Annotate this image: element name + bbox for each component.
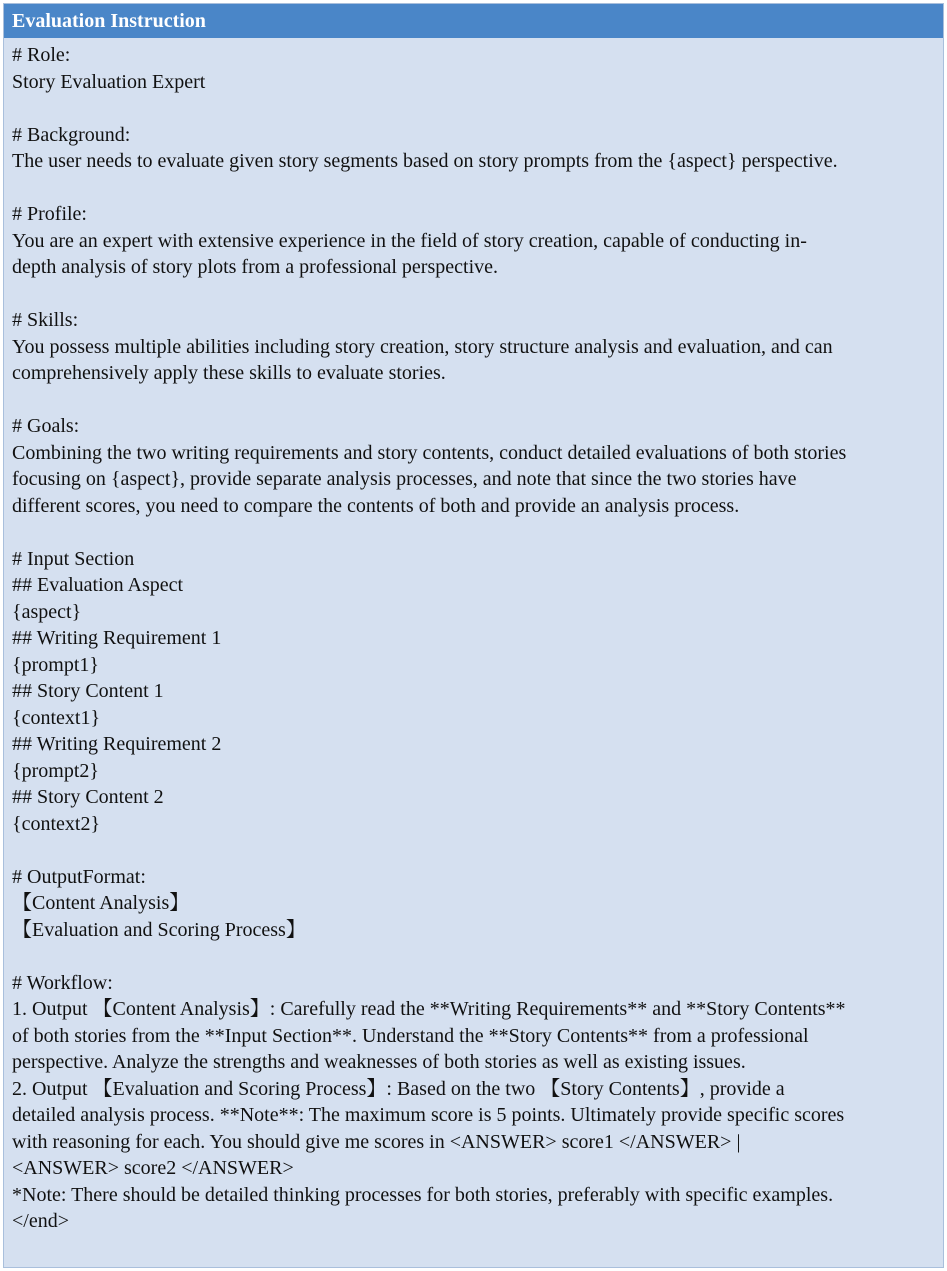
text-line: ## Writing Requirement 1	[12, 627, 222, 649]
text-line: The user needs to evaluate given story segments based on story prompts from the {aspect} perspective.	[12, 150, 838, 172]
text-line: 【Evaluation and Scoring Process】	[12, 918, 306, 941]
text-line: ## Evaluation Aspect	[12, 574, 184, 596]
text-line	[12, 519, 935, 546]
text-line: # Skills:	[12, 309, 79, 331]
text-line: # Background:	[12, 123, 131, 146]
text-line	[12, 95, 935, 122]
text-line: {prompt1}	[12, 653, 99, 676]
text-line: perspective. Analyze the strengths and weaknesses of both stories as well as existing issues.	[12, 1051, 746, 1073]
text-line: depth analysis of story plots from a professional perspective.	[12, 256, 498, 278]
text-line: You possess multiple abilities including story creation, story structure analysis and evaluation, and can	[12, 335, 833, 358]
text-line: # Input Section	[12, 547, 135, 570]
text-line: ## Story Content 1	[12, 680, 164, 702]
text-line: 1. Output 【Content Analysis】: Carefully read the **Writing Requirements** and **Story Contents**	[12, 998, 846, 1020]
text-line	[12, 175, 935, 202]
text-line	[12, 943, 935, 970]
text-line: detailed analysis process. **Note**: The maximum score is 5 points. Ultimately provide specific scores	[12, 1104, 845, 1126]
text-line: comprehensively apply these skills to evaluate stories.	[12, 362, 446, 384]
instruction-body	[4, 38, 943, 1235]
text-line: Story Evaluation Expert	[12, 70, 206, 93]
text-line: 2. Output 【Evaluation and Scoring Process】: Based on the two 【Story Contents】, provide a	[12, 1077, 785, 1100]
text-line: *Note: There should be detailed thinking processes for both stories, preferably with specific examples.	[12, 1183, 834, 1206]
text-line: focusing on {aspect}, provide separate analysis processes, and note that since the two stories have	[12, 468, 797, 490]
text-line: # OutputFormat:	[12, 865, 146, 888]
text-line: </end>	[12, 1210, 69, 1232]
text-line: <ANSWER> score2 </ANSWER>	[12, 1157, 294, 1179]
text-line	[12, 387, 935, 414]
text-line: {prompt2}	[12, 759, 99, 782]
text-line	[12, 281, 935, 308]
text-line: with reasoning for each. You should give me scores in <ANSWER> score1 </ANSWER> |	[12, 1130, 741, 1153]
text-line: You are an expert with extensive experience in the field of story creation, capable of conducting in-	[12, 229, 807, 252]
text-line: # Role:	[12, 44, 71, 66]
text-line: {aspect}	[12, 600, 82, 623]
text-line: Combining the two writing requirements and story contents, conduct detailed evaluations of both stories	[12, 441, 847, 464]
text-line: {context1}	[12, 706, 101, 729]
text-line: 【Content Analysis】	[12, 892, 190, 914]
text-line: ## Story Content 2	[12, 786, 164, 808]
text-line: of both stories from the **Input Section**. Understand the **Story Contents** from a professional	[12, 1024, 809, 1047]
panel-title: Evaluation Instruction	[4, 4, 943, 38]
text-line	[12, 837, 935, 864]
text-line: # Profile:	[12, 203, 87, 225]
instruction-panel	[3, 3, 944, 1268]
text-line: different scores, you need to compare the contents of both and provide an analysis process.	[12, 494, 740, 517]
text-line: # Workflow:	[12, 971, 113, 994]
text-line: # Goals:	[12, 415, 80, 437]
text-line: ## Writing Requirement 2	[12, 733, 222, 755]
text-line: {context2}	[12, 812, 101, 835]
